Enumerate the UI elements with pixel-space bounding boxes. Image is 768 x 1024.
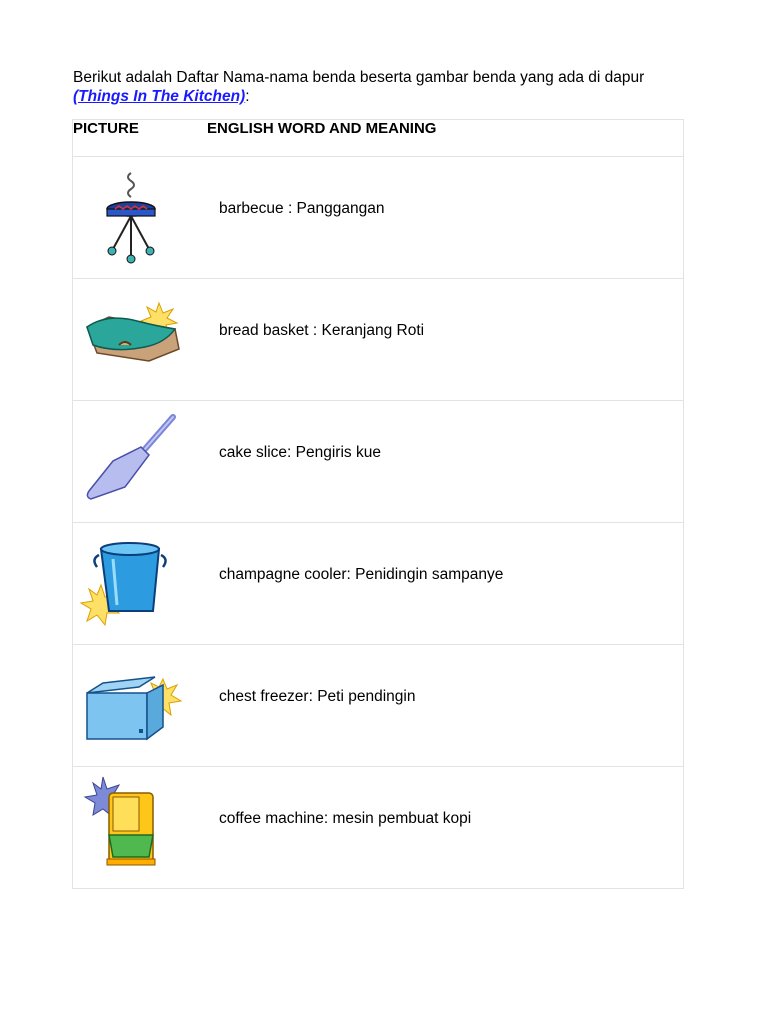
table-row [73,279,683,401]
table-row [73,767,683,888]
table-row [73,401,683,523]
header-picture: PICTURE [73,120,139,137]
things-in-kitchen-link[interactable]: (Things In The Kitchen) [73,88,246,105]
chest-freezer-icon [79,653,189,757]
item-text: coffee machine: mesin pembuat kopi [219,810,472,827]
cake-slice-icon [79,409,189,513]
header-english-word: ENGLISH WORD AND MEANING [207,120,437,137]
item-text: champagne cooler: Penidingin sampanye [219,566,504,583]
barbecue-icon [79,165,189,269]
item-text: barbecue : Panggangan [219,200,385,217]
intro-text: Berikut adalah Daftar Nama-nama benda beserta gambar benda yang ada di dapur [73,69,645,86]
table-row [73,157,683,279]
champagne-cooler-icon [79,531,189,635]
coffee-machine-icon [79,775,189,879]
intro-paragraph [73,68,673,106]
table-row [73,523,683,645]
item-text: bread basket : Keranjang Roti [219,322,425,339]
bread-basket-icon [79,287,189,391]
table-row [73,645,683,767]
table-header [73,120,683,157]
kitchen-items-table [72,119,684,889]
item-text: cake slice: Pengiris kue [219,444,381,461]
intro-suffix: : [245,88,250,105]
item-text: chest freezer: Peti pendingin [219,688,416,705]
